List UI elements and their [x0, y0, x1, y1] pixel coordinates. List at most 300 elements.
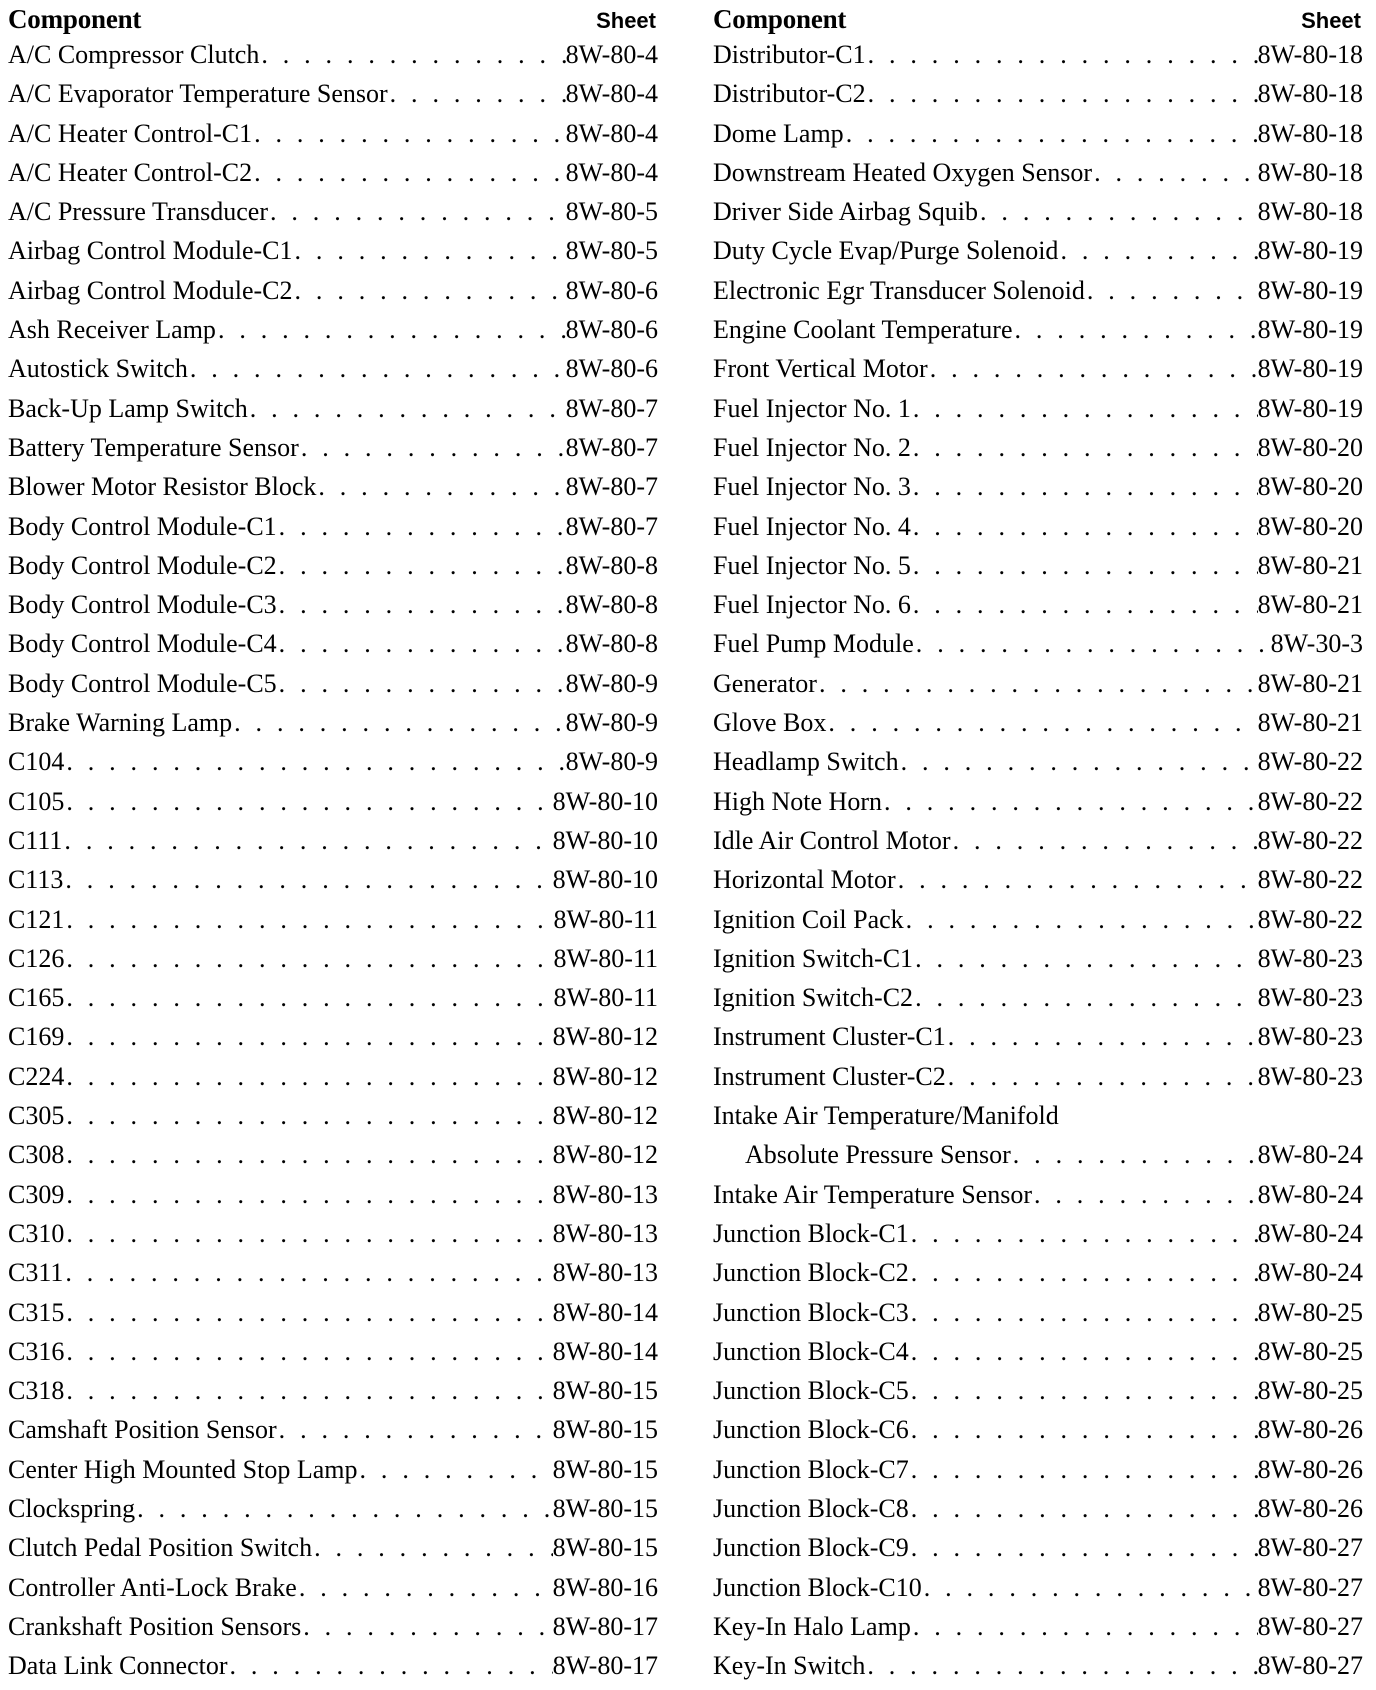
dot-leader: [909, 1298, 1258, 1328]
sheet-reference: 8W-80-9: [565, 708, 658, 738]
dot-leader: [248, 394, 566, 424]
index-entry: [8, 1298, 658, 1337]
sheet-reference: 8W-80-12: [552, 1061, 658, 1091]
dot-leader: [216, 315, 566, 345]
sheet-reference: 8W-80-10: [552, 825, 658, 855]
index-entry: [713, 1612, 1363, 1651]
component-name: Body Control Module-C2: [8, 550, 277, 580]
sheet-reference: 8W-80-20: [1257, 511, 1363, 541]
index-entry: [8, 629, 658, 668]
sheet-reference: 8W-80-6: [565, 315, 658, 345]
sheet-reference: 8W-80-25: [1257, 1336, 1363, 1366]
dot-leader: [1092, 158, 1258, 188]
component-name: C126: [8, 943, 65, 973]
dot-leader: [228, 1651, 553, 1681]
dot-leader: [882, 787, 1258, 817]
sheet-reference: 8W-80-12: [552, 1022, 658, 1052]
index-entry: [8, 394, 658, 433]
component-name: Autostick Switch: [8, 354, 188, 384]
index-entry: [8, 669, 658, 708]
dot-leader: [252, 158, 566, 188]
component-name: Body Control Module-C5: [8, 668, 277, 698]
sheet-reference: 8W-80-22: [1257, 786, 1363, 816]
sheet-reference: 8W-80-8: [565, 629, 658, 659]
dot-leader: [64, 944, 553, 974]
index-entry: [713, 276, 1363, 315]
index-entry: [713, 1180, 1363, 1219]
sheet-reference: 8W-80-18: [1257, 118, 1363, 148]
component-name: Junction Block-C10: [713, 1572, 922, 1602]
sheet-reference: 8W-80-24: [1257, 1140, 1363, 1170]
index-entry: [713, 551, 1363, 590]
dot-leader: [277, 1415, 553, 1445]
dot-leader: [911, 1612, 1258, 1642]
index-entry: [8, 276, 658, 315]
dot-leader: [259, 40, 565, 70]
dot-leader: [922, 1573, 1258, 1603]
component-name: Distributor-C1: [713, 40, 866, 69]
component-name: Fuel Injector No. 6: [713, 590, 911, 620]
sheet-reference: 8W-80-19: [1257, 236, 1363, 266]
component-name: Headlamp Switch: [713, 747, 899, 777]
index-entry: [8, 472, 658, 511]
sheet-reference: 8W-80-13: [552, 1258, 658, 1288]
index-entry: [713, 1651, 1363, 1690]
component-name: Ignition Switch-C2: [713, 983, 914, 1013]
index-entry: [713, 905, 1363, 944]
dot-leader: [866, 79, 1258, 109]
component-name: Ash Receiver Lamp: [8, 315, 216, 345]
dot-leader: [946, 1022, 1258, 1052]
component-name: Body Control Module-C1: [8, 511, 277, 541]
index-entry: [713, 40, 1363, 79]
dot-leader: [64, 1219, 552, 1249]
left-row-list: [8, 40, 658, 1690]
component-name: High Note Horn: [713, 786, 882, 816]
component-name: Blower Motor Resistor Block: [8, 472, 317, 502]
dot-leader: [64, 1101, 552, 1131]
dot-leader: [277, 512, 566, 542]
sheet-reference: 8W-80-23: [1257, 1061, 1363, 1091]
index-entry: [713, 1062, 1363, 1101]
sheet-reference: 8W-80-26: [1257, 1454, 1363, 1484]
index-entry: [8, 944, 658, 983]
sheet-reference: 8W-80-11: [553, 943, 658, 973]
index-entry: [713, 1101, 1363, 1140]
component-name: Dome Lamp: [713, 118, 844, 148]
component-name: Clutch Pedal Position Switch: [8, 1533, 313, 1563]
component-name: C111: [8, 825, 63, 855]
sheet-reference: 8W-80-4: [565, 79, 658, 109]
index-entry-continuation: [713, 1140, 1363, 1179]
component-name: Fuel Pump Module: [713, 629, 914, 659]
dot-leader: [268, 197, 566, 227]
dot-leader: [913, 983, 1258, 1013]
component-name: Crankshaft Position Sensors: [8, 1611, 302, 1641]
sheet-reference: 8W-80-12: [552, 1140, 658, 1170]
sheet-reference: 8W-80-22: [1257, 747, 1363, 777]
dot-leader: [188, 354, 566, 384]
component-name: C169: [8, 1022, 65, 1052]
index-entry: [8, 197, 658, 236]
index-entry: [8, 551, 658, 590]
index-entry: [8, 433, 658, 472]
index-entry: [713, 787, 1363, 826]
index-entry: [8, 1101, 658, 1140]
component-name: Center High Mounted Stop Lamp: [8, 1454, 358, 1484]
component-name: Glove Box: [713, 708, 827, 738]
index-entry: [713, 197, 1363, 236]
dot-leader: [277, 551, 566, 581]
dot-leader: [911, 590, 1258, 620]
component-name: Fuel Injector No. 4: [713, 511, 911, 541]
dot-leader: [277, 590, 566, 620]
component-name: Idle Air Control Motor: [713, 825, 951, 855]
component-header: Component: [713, 4, 847, 34]
index-entry: [713, 1376, 1363, 1415]
sheet-reference: 8W-80-7: [565, 472, 658, 502]
dot-leader: [316, 472, 565, 502]
component-name: C309: [8, 1179, 65, 1209]
sheet-reference: 8W-80-5: [565, 197, 658, 227]
index-entry: [713, 1298, 1363, 1337]
index-entry: [713, 1494, 1363, 1533]
component-name: Driver Side Airbag Squib: [713, 197, 979, 227]
index-entry: [8, 1337, 658, 1376]
sheet-reference: 8W-80-17: [552, 1651, 658, 1681]
component-name: Battery Temperature Sensor: [8, 432, 299, 462]
component-name: C318: [8, 1376, 65, 1406]
index-entry: [713, 1337, 1363, 1376]
component-name: Airbag Control Module-C2: [8, 275, 293, 305]
component-name: Airbag Control Module-C1: [8, 236, 293, 266]
sheet-reference: 8W-80-10: [552, 865, 658, 895]
index-entry: [8, 1573, 658, 1612]
dot-leader: [1058, 236, 1257, 266]
sheet-reference: 8W-80-27: [1257, 1651, 1363, 1681]
dot-leader: [909, 1258, 1258, 1288]
sheet-reference: 8W-80-18: [1257, 79, 1363, 109]
index-entry: [713, 865, 1363, 904]
component-name: C311: [8, 1258, 64, 1288]
sheet-reference: 8W-80-13: [552, 1179, 658, 1209]
sheet-reference: 8W-80-20: [1257, 472, 1363, 502]
dot-leader: [899, 747, 1258, 777]
sheet-reference: 8W-80-14: [552, 1336, 658, 1366]
dot-leader: [909, 1533, 1258, 1563]
index-entry: [713, 79, 1363, 118]
sheet-reference: 8W-80-21: [1257, 550, 1363, 580]
dot-leader: [909, 1376, 1258, 1406]
dot-leader: [909, 1494, 1258, 1524]
sheet-reference: 8W-80-27: [1257, 1533, 1363, 1563]
component-name: Intake Air Temperature Sensor: [713, 1179, 1032, 1209]
sheet-reference: 8W-80-15: [552, 1454, 658, 1484]
sheet-reference: 8W-80-27: [1257, 1572, 1363, 1602]
sheet-reference: 8W-80-23: [1257, 943, 1363, 973]
sheet-reference: 8W-80-9: [565, 668, 658, 698]
sheet-reference: 8W-80-25: [1257, 1376, 1363, 1406]
component-name: Ignition Switch-C1: [713, 943, 914, 973]
dot-leader: [277, 669, 566, 699]
left-column-header: [8, 4, 658, 40]
sheet-reference: 8W-80-20: [1257, 432, 1363, 462]
component-name: Distributor-C2: [713, 79, 866, 109]
dot-leader: [64, 1140, 552, 1170]
component-header: Component: [8, 4, 142, 34]
dot-leader: [277, 629, 566, 659]
dot-leader: [388, 79, 566, 109]
dot-leader: [844, 119, 1258, 149]
index-entry: [8, 1219, 658, 1258]
index-entry: [8, 1258, 658, 1297]
sheet-reference: 8W-80-13: [552, 1218, 658, 1248]
index-entry: [8, 1022, 658, 1061]
sheet-reference: 8W-80-18: [1257, 157, 1363, 187]
dot-leader: [1011, 1140, 1258, 1170]
index-entry: [8, 865, 658, 904]
component-name: C224: [8, 1061, 65, 1091]
dot-leader: [293, 276, 566, 306]
index-entry: [713, 669, 1363, 708]
sheet-reference: 8W-80-12: [552, 1101, 658, 1131]
sheet-reference: 8W-80-24: [1257, 1179, 1363, 1209]
component-name: Key-In Switch: [713, 1651, 866, 1681]
dot-leader: [64, 1062, 552, 1092]
dot-leader: [299, 433, 566, 463]
component-name: Junction Block-C5: [713, 1376, 909, 1406]
right-row-list: [713, 40, 1363, 1690]
dot-leader: [911, 433, 1258, 463]
sheet-reference: 8W-80-4: [565, 157, 658, 187]
sheet-reference: 8W-80-15: [552, 1533, 658, 1563]
component-name: Front Vertical Motor: [713, 354, 928, 384]
sheet-reference: 8W-80-5: [565, 236, 658, 266]
sheet-reference: 8W-80-6: [565, 275, 658, 305]
index-entry: [8, 1376, 658, 1415]
component-name: Junction Block-C4: [713, 1336, 909, 1366]
sheet-reference: 8W-80-21: [1257, 708, 1363, 738]
sheet-reference: 8W-80-11: [553, 904, 658, 934]
sheet-reference: 8W-80-6: [565, 354, 658, 384]
index-entry: [8, 983, 658, 1022]
component-name: Back-Up Lamp Switch: [8, 393, 248, 423]
index-entry: [713, 944, 1363, 983]
dot-leader: [64, 787, 552, 817]
sheet-header: Sheet: [596, 8, 656, 33]
dot-leader: [64, 1298, 552, 1328]
index-entry: [713, 433, 1363, 472]
index-entry: [713, 1533, 1363, 1572]
sheet-reference: 8W-80-18: [1257, 197, 1363, 227]
component-name: C305: [8, 1101, 65, 1131]
dot-leader: [909, 1219, 1258, 1249]
index-entry: [713, 394, 1363, 433]
index-entry: [713, 590, 1363, 629]
index-entry: [8, 315, 658, 354]
sheet-reference: 8W-80-19: [1257, 354, 1363, 384]
dot-leader: [914, 629, 1271, 659]
component-name: Junction Block-C2: [713, 1258, 909, 1288]
dot-leader: [301, 1612, 552, 1642]
component-name: C113: [8, 865, 64, 895]
dot-leader: [913, 944, 1258, 974]
index-entry: [8, 1180, 658, 1219]
dot-leader: [64, 983, 553, 1013]
index-entry: [713, 236, 1363, 275]
index-entry: [8, 1612, 658, 1651]
sheet-reference: 8W-80-7: [565, 511, 658, 541]
component-name: Fuel Injector No. 3: [713, 472, 911, 502]
sheet-reference: 8W-30-3: [1270, 629, 1363, 659]
index-entry: [8, 708, 658, 747]
component-name: Key-In Halo Lamp: [713, 1611, 911, 1641]
sheet-reference: 8W-80-21: [1257, 668, 1363, 698]
dot-leader: [63, 1258, 552, 1288]
dot-leader: [866, 40, 1258, 70]
dot-leader: [252, 119, 566, 149]
index-entry: [713, 1415, 1363, 1454]
index-entry: [713, 1258, 1363, 1297]
component-name: Brake Warning Lamp: [8, 708, 233, 738]
sheet-reference: 8W-80-24: [1257, 1218, 1363, 1248]
dot-leader: [358, 1455, 553, 1485]
index-entry: [8, 354, 658, 393]
component-name: Controller Anti-Lock Brake: [8, 1572, 297, 1602]
sheet-reference: 8W-80-8: [565, 590, 658, 620]
dot-leader: [817, 669, 1258, 699]
sheet-reference: 8W-80-23: [1257, 983, 1363, 1013]
index-entry: [8, 590, 658, 629]
sheet-reference: 8W-80-4: [565, 40, 658, 69]
component-name: Electronic Egr Transducer Solenoid: [713, 275, 1085, 305]
dot-leader: [946, 1062, 1258, 1092]
sheet-reference: 8W-80-26: [1257, 1415, 1363, 1445]
dot-leader: [63, 865, 552, 895]
sheet-reference: 8W-80-16: [552, 1572, 658, 1602]
dot-leader: [865, 1651, 1257, 1681]
component-name: C308: [8, 1140, 65, 1170]
sheet-reference: 8W-80-15: [552, 1376, 658, 1406]
component-name: C165: [8, 983, 65, 1013]
sheet-reference: 8W-80-27: [1257, 1611, 1363, 1641]
index-entry: [713, 747, 1363, 786]
dot-leader: [978, 197, 1258, 227]
index-entry: [8, 826, 658, 865]
right-column: [713, 4, 1363, 1690]
dot-leader: [64, 747, 565, 777]
index-entry: [8, 1140, 658, 1179]
left-column: [8, 4, 658, 1690]
sheet-reference: 8W-80-14: [552, 1297, 658, 1327]
dot-leader: [62, 826, 552, 856]
sheet-reference: 8W-80-10: [552, 786, 658, 816]
dot-leader: [896, 865, 1258, 895]
index-entry: [8, 787, 658, 826]
index-entry: [713, 354, 1363, 393]
index-entry: [8, 236, 658, 275]
index-entry: [713, 158, 1363, 197]
component-name: C315: [8, 1297, 65, 1327]
index-entry: [8, 747, 658, 786]
sheet-reference: 8W-80-7: [565, 393, 658, 423]
dot-leader: [911, 551, 1258, 581]
right-column-header: [713, 4, 1363, 40]
dot-leader: [1085, 276, 1258, 306]
component-name: Instrument Cluster-C2: [713, 1061, 946, 1091]
component-name: C105: [8, 786, 65, 816]
component-name: C316: [8, 1336, 65, 1366]
index-entry: [713, 629, 1363, 668]
index-entry: [713, 512, 1363, 551]
sheet-reference: 8W-80-19: [1257, 275, 1363, 305]
dot-leader: [909, 1415, 1258, 1445]
sheet-reference: 8W-80-24: [1257, 1258, 1363, 1288]
dot-leader: [911, 512, 1258, 542]
index-entry: [713, 315, 1363, 354]
component-name: A/C Evaporator Temperature Sensor: [8, 79, 388, 109]
dot-leader: [64, 905, 553, 935]
component-name: C310: [8, 1218, 65, 1248]
sheet-reference: 8W-80-19: [1257, 315, 1363, 345]
component-name: A/C Heater Control-C1: [8, 118, 253, 148]
dot-leader: [64, 1022, 552, 1052]
index-entry: [713, 983, 1363, 1022]
component-name: C104: [8, 747, 65, 777]
sheet-reference: 8W-80-17: [552, 1611, 658, 1641]
sheet-reference: 8W-80-26: [1257, 1493, 1363, 1523]
component-name: Camshaft Position Sensor: [8, 1415, 277, 1445]
dot-leader: [909, 1455, 1258, 1485]
index-entry: [8, 1494, 658, 1533]
dot-leader: [297, 1573, 553, 1603]
component-name: Junction Block-C3: [713, 1297, 909, 1327]
index-entry: [713, 1573, 1363, 1612]
dot-leader: [312, 1533, 553, 1563]
index-entry: [8, 1415, 658, 1454]
sheet-reference: 8W-80-15: [552, 1493, 658, 1523]
dot-leader: [909, 1337, 1258, 1367]
sheet-reference: 8W-80-19: [1257, 393, 1363, 423]
component-name: Fuel Injector No. 2: [713, 432, 911, 462]
sheet-reference: 8W-80-22: [1257, 865, 1363, 895]
component-name: Data Link Connector: [8, 1651, 228, 1681]
component-name: Junction Block-C1: [713, 1218, 909, 1248]
index-entry: [8, 905, 658, 944]
index-entry: [8, 1651, 658, 1690]
component-name: Ignition Coil Pack: [713, 904, 904, 934]
dot-leader: [64, 1376, 552, 1406]
sheet-reference: 8W-80-4: [565, 118, 658, 148]
component-name: Junction Block-C8: [713, 1493, 909, 1523]
index-entry: [8, 79, 658, 118]
sheet-reference: 8W-80-8: [565, 550, 658, 580]
dot-leader: [826, 708, 1257, 738]
index-entry: [713, 826, 1363, 865]
sheet-reference: 8W-80-7: [565, 432, 658, 462]
component-name: Generator: [713, 668, 817, 698]
sheet-reference: 8W-80-9: [565, 747, 658, 777]
sheet-reference: 8W-80-15: [552, 1415, 658, 1445]
dot-leader: [928, 354, 1258, 384]
index-entry: [713, 119, 1363, 158]
component-name-continuation: Absolute Pressure Sensor: [745, 1140, 1011, 1170]
index-entry: [713, 472, 1363, 511]
component-name: Intake Air Temperature/Manifold: [713, 1101, 1059, 1131]
component-name: Fuel Injector No. 5: [713, 550, 911, 580]
component-name: Junction Block-C9: [713, 1533, 909, 1563]
index-entry: [8, 1455, 658, 1494]
